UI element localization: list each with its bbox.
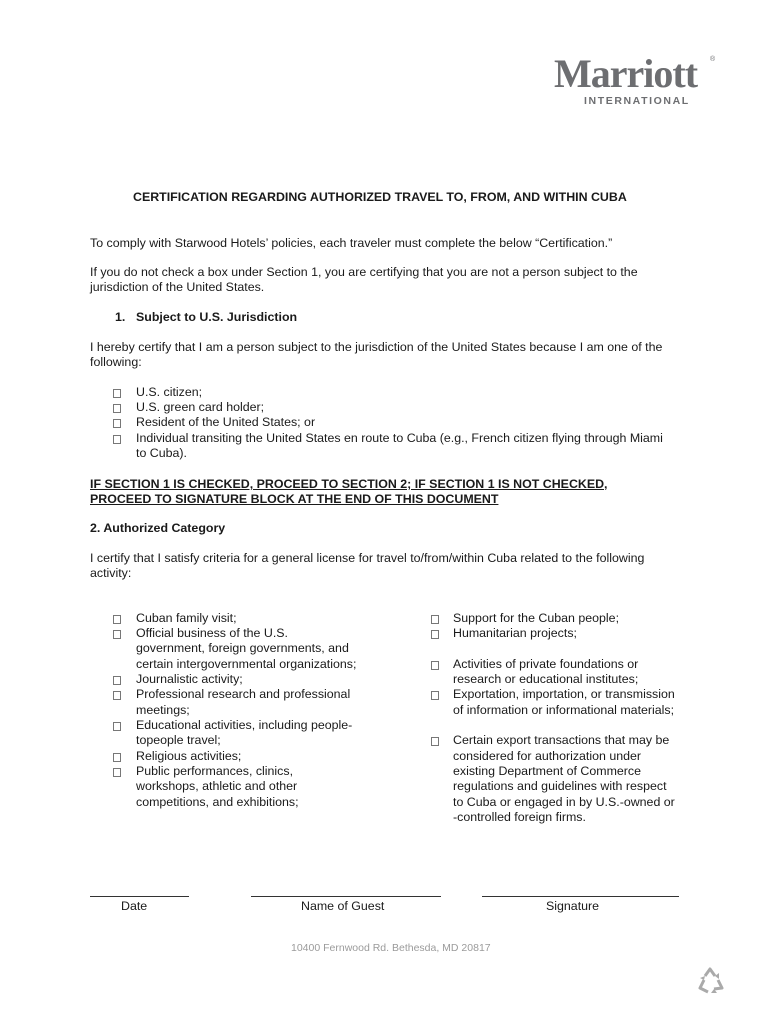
category-item: Official business of the U.S. (136, 626, 288, 640)
footer-address: 10400 Fernwood Rd. Bethesda, MD 20817 (291, 942, 491, 954)
checkbox-icon[interactable] (113, 768, 121, 777)
category-item: certain intergovernmental organizations; (136, 657, 357, 671)
section1-statement-line-1: I hereby certify that I am a person subject to the jurisdiction of the United States because I am one of the (90, 340, 663, 354)
checkbox-icon[interactable] (113, 435, 121, 444)
checkbox-icon[interactable] (113, 404, 121, 413)
category-item: of information or informational materials; (453, 703, 675, 717)
option-transiting-line-1: Individual transiting the United States en route to Cuba (e.g., French citizen flying through Miami (136, 431, 663, 445)
name-signature-line[interactable] (251, 896, 441, 897)
checkbox-icon[interactable] (431, 691, 439, 700)
category-item: Educational activities, including people- (136, 718, 353, 732)
checkbox-icon[interactable] (431, 630, 439, 639)
category-item: Journalistic activity; (136, 672, 243, 686)
marriott-logo (554, 52, 724, 110)
logo-subtitle: INTERNATIONAL (584, 95, 690, 107)
section1-heading: Subject to U.S. Jurisdiction (136, 310, 298, 324)
checkbox-icon[interactable] (113, 691, 121, 700)
instruction-line-1: IF SECTION 1 IS CHECKED, PROCEED TO SECTION 2; IF SECTION 1 IS NOT CHECKED, (90, 477, 608, 491)
category-item: to Cuba or engaged in by U.S.-owned or (453, 795, 675, 809)
checkbox-icon[interactable] (113, 722, 121, 731)
category-item: competitions, and exhibitions; (136, 795, 299, 809)
category-item: Religious activities; (136, 749, 242, 763)
date-label: Date (121, 899, 148, 913)
document-title: CERTIFICATION REGARDING AUTHORIZED TRAVEL TO, FROM, AND WITHIN CUBA (133, 190, 627, 204)
category-item: Humanitarian projects; (453, 626, 577, 640)
category-item: meetings; (136, 703, 190, 717)
category-item: Support for the Cuban people; (453, 611, 620, 625)
option-green-card: U.S. green card holder; (136, 400, 265, 414)
notice-line-2: jurisdiction of the United States. (90, 280, 265, 294)
option-us-citizen: U.S. citizen; (136, 385, 203, 399)
checkbox-icon[interactable] (113, 615, 121, 624)
section2-heading: 2. Authorized Category (90, 521, 226, 535)
recycle-icon (696, 966, 726, 996)
category-item: regulations and guidelines with respect (453, 779, 667, 793)
category-item: Public performances, clinics, (136, 764, 294, 778)
signature-label: Signature (546, 899, 600, 913)
option-transiting-line-2: to Cuba). (136, 446, 187, 460)
category-item: government, foreign governments, and (136, 641, 349, 655)
category-item: workshops, athletic and other (136, 779, 298, 793)
section1-number: 1. (115, 310, 126, 324)
category-item: -controlled foreign firms. (453, 810, 586, 824)
category-item: research or educational institutes; (453, 672, 639, 686)
checkbox-icon[interactable] (113, 630, 121, 639)
category-item: existing Department of Commerce (453, 764, 641, 778)
category-item: topeople travel; (136, 733, 221, 747)
category-item: Exportation, importation, or transmission (453, 687, 675, 701)
checkbox-icon[interactable] (113, 419, 121, 428)
checkbox-icon[interactable] (431, 661, 439, 670)
checkbox-icon[interactable] (431, 615, 439, 624)
option-resident: Resident of the United States; or (136, 415, 316, 429)
category-item: considered for authorization under (453, 749, 642, 763)
section2-statement-line-2: activity: (90, 566, 132, 580)
date-signature-line[interactable] (90, 896, 189, 897)
category-item: Professional research and professional (136, 687, 351, 701)
notice-line-1: If you do not check a box under Section 1, you are certifying that you are not a person subject to the (90, 265, 638, 279)
category-item: Cuban family visit; (136, 611, 237, 625)
logo-wordmark: Marriott (554, 51, 698, 96)
checkbox-icon[interactable] (113, 676, 121, 685)
checkbox-icon[interactable] (431, 737, 439, 746)
category-item: Certain export transactions that may be (453, 733, 670, 747)
checkbox-icon[interactable] (113, 753, 121, 762)
instruction-line-2: PROCEED TO SIGNATURE BLOCK AT THE END OF THIS DOCUMENT (90, 492, 499, 506)
logo-registered-mark: ® (710, 56, 716, 63)
signature-line[interactable] (482, 896, 679, 897)
category-item: Activities of private foundations or (453, 657, 639, 671)
section1-statement-line-2: following: (90, 355, 142, 369)
section2-statement-line-1: I certify that I satisfy criteria for a general license for travel to/from/within Cuba related to the following (90, 551, 645, 565)
name-of-guest-label: Name of Guest (301, 899, 385, 913)
checkbox-icon[interactable] (113, 389, 121, 398)
intro-text: To comply with Starwood Hotels’ policies, each traveler must complete the below “Certification.” (90, 236, 613, 250)
